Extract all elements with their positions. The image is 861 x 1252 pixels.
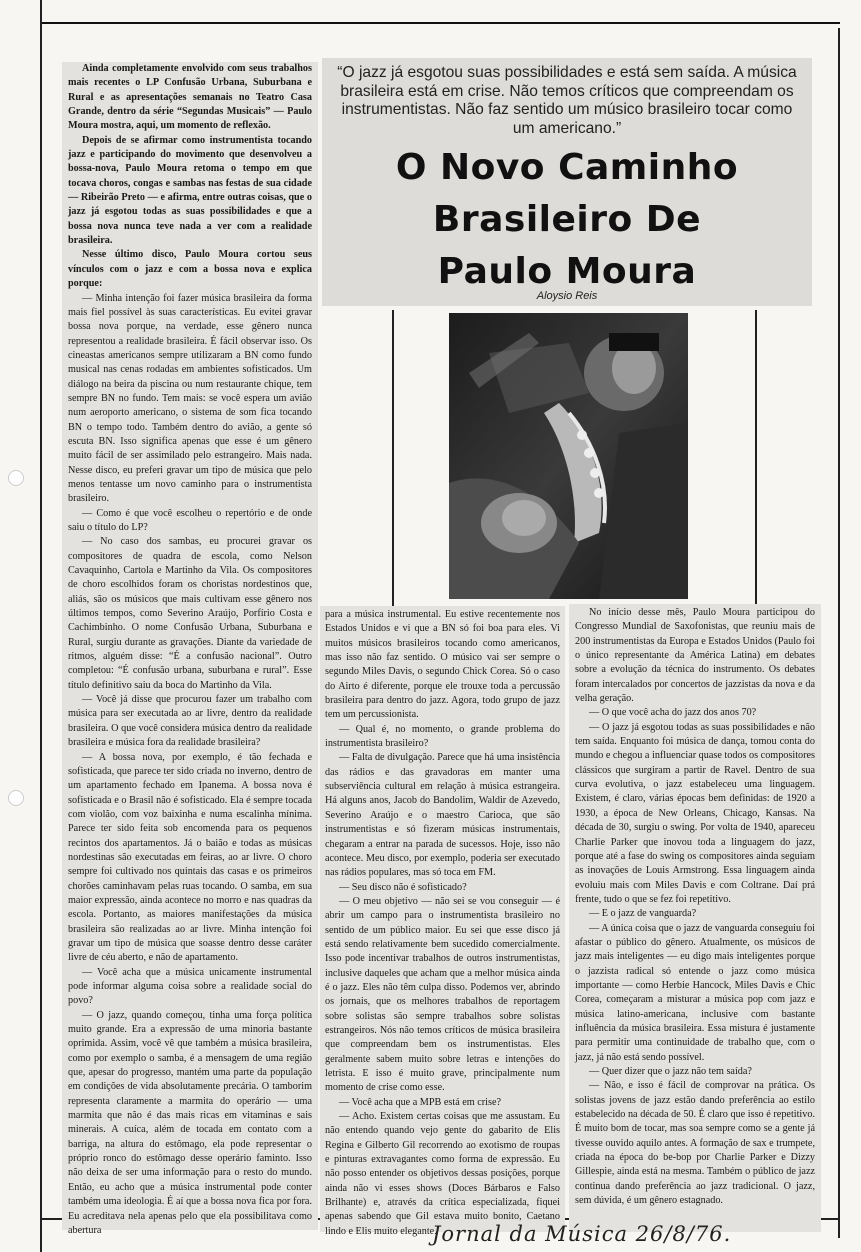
photo-image xyxy=(449,313,688,599)
article-lead: Ainda completamente envolvido com seus trabalhos mais recentes o LP Confusão Urbana, Suburbana e Rural e as apresentações semanais no Teatro Casa Grande, dentro da série “Segundas Musicais” — Paulo Moura mostra, aqui, um momento de reflexão. xyxy=(68,63,312,132)
frame-right-rule xyxy=(838,28,840,1238)
article-column-1 xyxy=(62,62,318,1236)
article-question: — Como é que você escolheu o repertório e de onde saiu o título do LP? xyxy=(68,507,312,533)
article-paragraph: Depois de se afirmar como instrumentista tocando jazz e participando do movimento que desenvolveu a bossa-nova, Paulo Moura retoma o tempo em que tocava choros, congas e sambas nas festas de sua cidade — Ribeirão Preto — e afirma, entre outras coisas, que o jazz já esgotou todas as suas possibilidades e que a bossa nova nunca teve nada a ver com a realidade brasileira. xyxy=(68,134,312,247)
article-paragraph: — Minha intenção foi fazer música brasileira da forma mais fiel possível às suas características. Eu evitei gravar bossa nova porque, na verdade, esse gênero nunca representou a realidade brasileira. É fácil observar isso. Os cineastas americanos sempre utilizaram a BN como fundo musical nas cenas rodadas em ambientes sofisticados. Um diálogo na beira da piscina ou num restaurante chique, tem sempre BN no fundo. Tem mais: se você espera um avião num aeroporto americano, o sistema de som fica tocando BN o tempo todo. Também dentro do avião, a gente só escuta BN. Isso significa apenas que esse é um gênero muito fácil de ser assimilado pelo estrangeiro. Mais nada. Nesse disco, eu preferi gravar um tipo de música que pelo menos tentasse um novo caminho para o instrumentista brasileiro. xyxy=(68,292,312,505)
article-question: — E o jazz de vanguarda? xyxy=(589,908,697,920)
headline-box xyxy=(322,58,812,306)
punch-hole xyxy=(8,790,24,806)
punch-hole xyxy=(8,470,24,486)
article-paragraph: — O jazz, quando começou, tinha uma força política muito grande. Era a expressão de uma minoria bastante oprimida. Assim, você vê que também a música brasileira, como por exemplo o samba, é a mensagem de uma região que, apesar do progresso, mantém uma parte da população em condições de vida absolutamente precária. O tamborim representa claramente a marmita do operário — uma marmita que não é das mais ricas em vitaminas e sais minerais. A cuíca, além de tocada em contato com a barriga, na altura do estômago, ela pode representar o próprio ronco do estômago desse operário faminto. Isso não deixa de ser uma informação para o resto do mundo. Então, eu acho que a música instrumental pode conter também uma ideologia. É aí que a bossa nova fica por fora. Eu acreditava nela apenas pelo que ela possibilitava como abertura xyxy=(68,1009,312,1236)
article-paragraph: — A bossa nova, por exemplo, é tão fechada e sofisticada, que parece ter sido criada no inverno, dentro de um apartamento fechado em Ipanema. A bossa nova é sofisticada e o Brasil não é sofisticado. Ela é sempre tocada com violão, com voz baixinha e numa escalinha mínima. Parece ter sido feita sob encomenda para os pequenos recintos dos apartamentos. Já o baião e todas as músicas nordestinas são executadas em feiras, ao ar livre. O choro sempre foi cultivado nos quintais das casas e os primeiros chorões caminhavam pelas ruas tocando. O samba, em sua maior expressão, ainda acontece no morro e nas quadras da escola. Portanto, as maiores manifestações da música brasileira são realizadas ao ar livre. Minha intenção foi gravar um tipo de música que soasse dentro desse caráter livre de céu aberto, e não de apartamento. xyxy=(68,751,312,964)
article-question: — Você já disse que procurou fazer um trabalho com música para ser executada ao ar livre, dentro da realidade brasileira. O que você considera música dentro da realidade brasileira e música fora da realidade brasileira? xyxy=(68,694,312,749)
saxophonist-photo xyxy=(449,313,688,599)
article-title-line: Paulo Moura xyxy=(437,251,697,292)
article-paragraph: — Falta de divulgação. Parece que há uma insistência das rádios e das gravadoras em manter uma subserviência cultural em relação à música estrangeira. Há alguns anos, Jacob do Bandolim, Waldir de Azevedo, Severino Araújo e o maestro Carioca, que são instrumentistas e só fizeram músicas instrumentais, chegaram a entrar na parada de sucessos. Hoje, isso não acontece. Meu disco, por exemplo, poderia ser executado nas rádios populares, mas só toca em FM. xyxy=(325,752,560,879)
column-rule xyxy=(755,310,757,606)
article-title-line: Brasileiro De xyxy=(432,199,702,240)
article-paragraph: — A única coisa que o jazz de vanguarda conseguiu foi afastar o público do gênero. Atualmente, os músicos de jazz mais inteligentes — eu digo mais inteligentes porque o jazzista radical só entende o jazz como música importante — como Herbie Hancock, Miles Davis e Chic Corea, começaram a misturar a música pop com jazz e música latino-americana, inclusive com bastante influência da música brasileira. Essa mistura é justamente para permitir uma continuidade de trabalho que, com o jazz, já não está sendo possível. xyxy=(575,922,815,1063)
frame-left-rule xyxy=(40,0,42,1252)
article-paragraph: — O jazz já esgotou todas as suas possibilidades e não tem saída. Enquanto foi música de dança, tomou conta do mundo e chegou a influenciar quase todos os compositores clássicos que surgiram a partir de Ravel. Dentro de sua curva evolutiva, o jazz estabeleceu uma linguagem. Existem, é claro, várias épocas bem definidas: de 1920 a 1930, a época de New Orleans, Chicago, Kansas. Na década de 30, surgiu o swing. Por volta de 1940, apareceu Charlie Parker que inovou toda a linguagem do jazz, porque até a fase do swing os compositores ainda seguiam as inovações de Louis Armstrong. Essa linguagem ainda evoluiu mais com Miles Davis e com Coltrane. Daí prá frente, tudo o que se fez foi repetitivo. xyxy=(575,721,815,905)
article-paragraph: para a música instrumental. Eu estive recentemente nos Estados Unidos e vi que a BN só foi boa para eles. Vi muitos músicos brasileiros tocando como americanos, mas isso não faz sentido. O músico vai ser sempre o segundo Miles Davis, o segundo Chick Corea. Só o caso do Airto é diferente, porque ele trouxe toda a percussão brasileira para dentro do jazz. Agora, todo grupo de jazz tem um percussionista. xyxy=(325,609,560,721)
handwritten-source-note: Jornal da Música 26/8/76. xyxy=(432,1222,732,1246)
article-paragraph: Nesse último disco, Paulo Moura cortou seus vínculos com o jazz e com a bossa nova e explica porque: xyxy=(68,249,312,290)
article-paragraph: No início desse mês, Paulo Moura participou do Congresso Mundial de Saxofonistas, que reuniu mais de 200 instrumentistas da Europa e Estados Unidos (Paulo foi o único representante da América Latina) em debates sobre a evolução da técnica do instrumento. Os debates foram intercalados por concertos de jazzistas da nova e da velha geração. xyxy=(575,607,815,705)
article-question: — O que você acha do jazz dos anos 70? xyxy=(589,707,757,719)
frame-top-rule xyxy=(40,22,840,24)
article-title-line: O Novo Caminho xyxy=(395,147,739,188)
article-column-3 xyxy=(569,604,821,1232)
article-question: — Qual é, no momento, o grande problema do instrumentista brasileiro? xyxy=(325,723,560,750)
article-question: — Seu disco não é sofisticado? xyxy=(339,881,467,893)
byline: Aloysio Reis xyxy=(536,290,598,302)
article-question: — Você acha que a música unicamente instrumental pode informar alguma coisa sobre a realidade social do povo? xyxy=(68,966,312,1007)
article-paragraph: — Acho. Existem certas coisas que me assustam. Eu não entendo quando vejo gente do gabarito de Elis Regina e Gilberto Gil recorrendo ao exotismo de roupas e pinturas extravagantes como forma de expressão. Eu não posso entender os objetivos dessas posições, porque ainda não vi esses shows (Doces Bárbaros e Falso Brilhante) e, através da crítica especializada, fiquei apenas sabendo que Gil estava muito bonito, Caetano lindo e Elis muito elegante. xyxy=(325,1111,560,1237)
article-paragraph: — No caso dos sambas, eu procurei gravar os compositores de quadra de escola, como Nelson Cavaquinho, Cartola e Martinho da Vila. Os compositores de choro escolhidos foram os choristas nordestinos que, aliás, são os músicos que mais cultivam esse gênero nos últimos tempos, como Severino Araújo, Porfírio Costa e Cachimbinho. O nome Confusão Urbana, Suburbana e Rural, surgiu durante as gravações. Diante da variedade de ritmos, alguém disse: “É a confusão nacional”. Outro completou: “É confusão urbana, suburbana e rural”. Esse título definitivo saiu da boca do Martinho da Vila. xyxy=(68,536,312,691)
pull-quote: “O jazz já esgotou suas possibilidades e está sem saída. A música brasileira está em crise. Não temos críticos que compreendam os instrumentistas. Não faz sentido um músico brasileiro tocar como um americano.” xyxy=(337,64,797,137)
article-paragraph: — Não, e isso é fácil de comprovar na prática. Os solistas jovens de jazz estão dando preferência ao estilo estabelecido na década de 50. É claro que isso é repetitivo. É muito bom de tocar, mas soa sempre como se a gente já tivesse ouvido aquilo antes. A formação de sax e trumpete, criada na época do be-bop por Charlie Parker e Dizzy Gillespie, ainda está na mesma. Também o público de jazz continua dando preferência ao jazz tradicional. O jazz, sem dúvida, é um gênero estagnado. xyxy=(575,1080,815,1207)
article-question: — Você acha que a MPB está em crise? xyxy=(339,1096,502,1108)
column-rule xyxy=(392,310,394,606)
article-column-2 xyxy=(320,606,565,1237)
article-title xyxy=(332,142,802,298)
article-question: — Quer dizer que o jazz não tem saída? xyxy=(589,1066,752,1077)
article-paragraph: — O meu objetivo — não sei se vou conseguir — é abrir um campo para o instrumentista brasileiro no sentido de um público maior. Eu sei que esse disco já está sendo relativamente bem sucedido comercialmente. Isso pode incentivar trabalhos de outros instrumentistas, inclusive daqueles que acham que a melhor música ainda é o jazz. Eles não têm culpa disso. Podemos ver, abrindo os jornais, que os melhores trabalhos de reportagem sobre solistas são sempre trabalhos sobre solistas estrangeiros. Nós não temos críticos de música brasileira que compreendam bem os instrumentistas. Eles geralmente sabem muito sobre letras e intenções do letrista. E isso é muito grave, principalmente num momento de crise como esse. xyxy=(325,895,560,1094)
